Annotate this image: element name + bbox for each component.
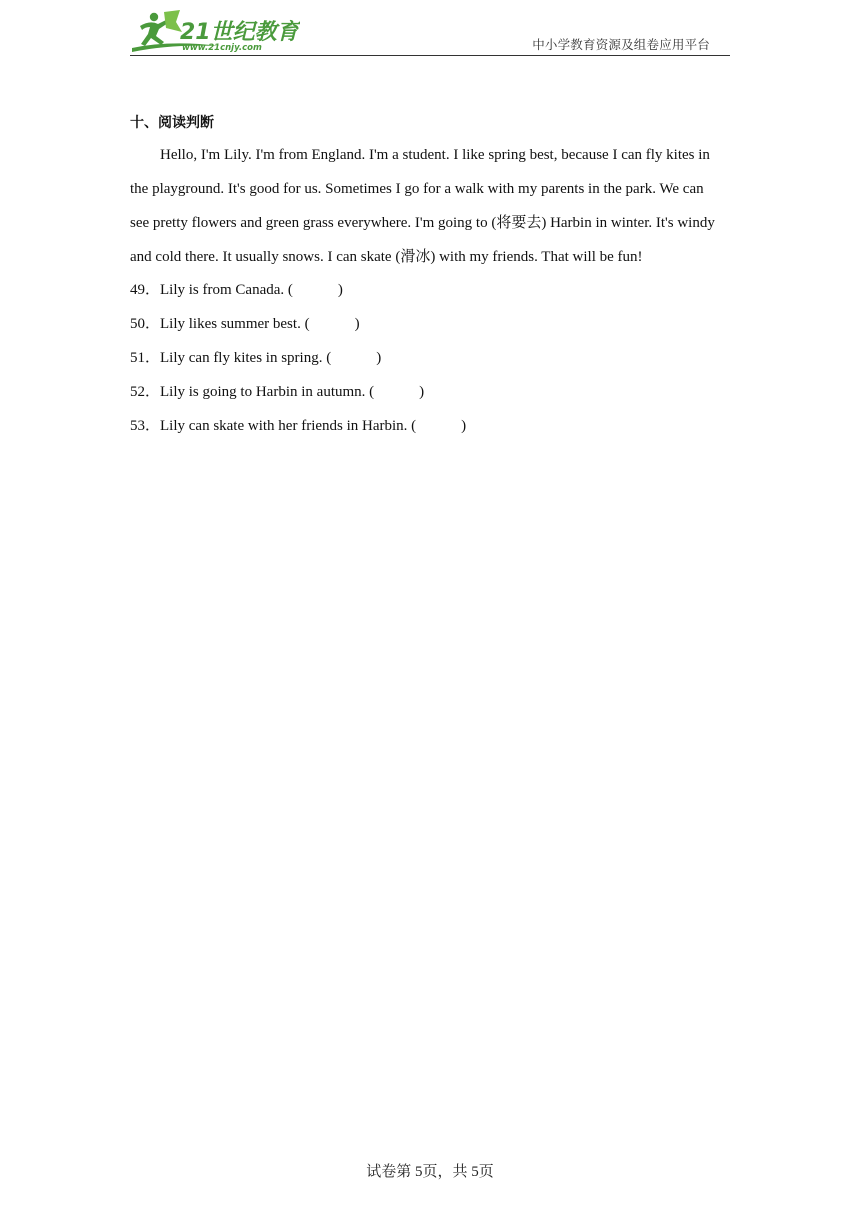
question-number: 49． [130, 282, 161, 298]
question-number: 52． [130, 384, 161, 400]
question-text: Lily is going to Harbin in autumn. ( [160, 384, 375, 400]
question-item [130, 341, 730, 375]
answer-blank[interactable] [416, 409, 461, 443]
logo-21cnjy [130, 8, 300, 54]
question-number: 51． [130, 350, 161, 366]
answer-blank[interactable] [293, 273, 338, 307]
passage-line: and cold there. It usually snows. I can skate (滑冰) with my friends. That will be fun! [130, 249, 643, 265]
reading-passage [130, 138, 730, 274]
question-text: Lily likes summer best. ( [160, 316, 310, 332]
answer-blank[interactable] [374, 375, 419, 409]
logo-text: 21世纪教育 [180, 20, 299, 45]
logo-url: www.21cnjy.com [182, 43, 262, 53]
question-close-paren: ) [461, 418, 467, 434]
page-header [130, 8, 730, 56]
question-number: 50． [130, 316, 161, 332]
passage-line: Hello, I'm Lily. I'm from England. I'm a student. I like spring best, because I can fly kites in [160, 147, 710, 163]
question-close-paren: ) [376, 350, 382, 366]
question-close-paren: ) [419, 384, 425, 400]
question-text: Lily can skate with her friends in Harbin. ( [160, 418, 417, 434]
question-text: Lily is from Canada. ( [160, 282, 293, 298]
answer-blank[interactable] [310, 307, 355, 341]
question-item [130, 307, 730, 341]
question-text: Lily can fly kites in spring. ( [160, 350, 332, 366]
question-list [130, 273, 730, 443]
question-number: 53． [130, 418, 161, 434]
passage-line: see pretty flowers and green grass everywhere. I'm going to (将要去) Harbin in winter. It's windy [130, 215, 715, 231]
question-close-paren: ) [337, 282, 343, 298]
section-title: 十、阅读判断 [130, 115, 214, 131]
passage-line: the playground. It's good for us. Sometimes I go for a walk with my parents in the park. We can [130, 181, 704, 197]
answer-blank[interactable] [331, 341, 376, 375]
question-item [130, 273, 730, 307]
question-item [130, 375, 730, 409]
question-item [130, 409, 730, 443]
question-close-paren: ) [354, 316, 360, 332]
page-footer: 试卷第 5页，共 5页 [366, 1164, 494, 1180]
platform-name: 中小学教育资源及组卷应用平台 [532, 37, 710, 52]
